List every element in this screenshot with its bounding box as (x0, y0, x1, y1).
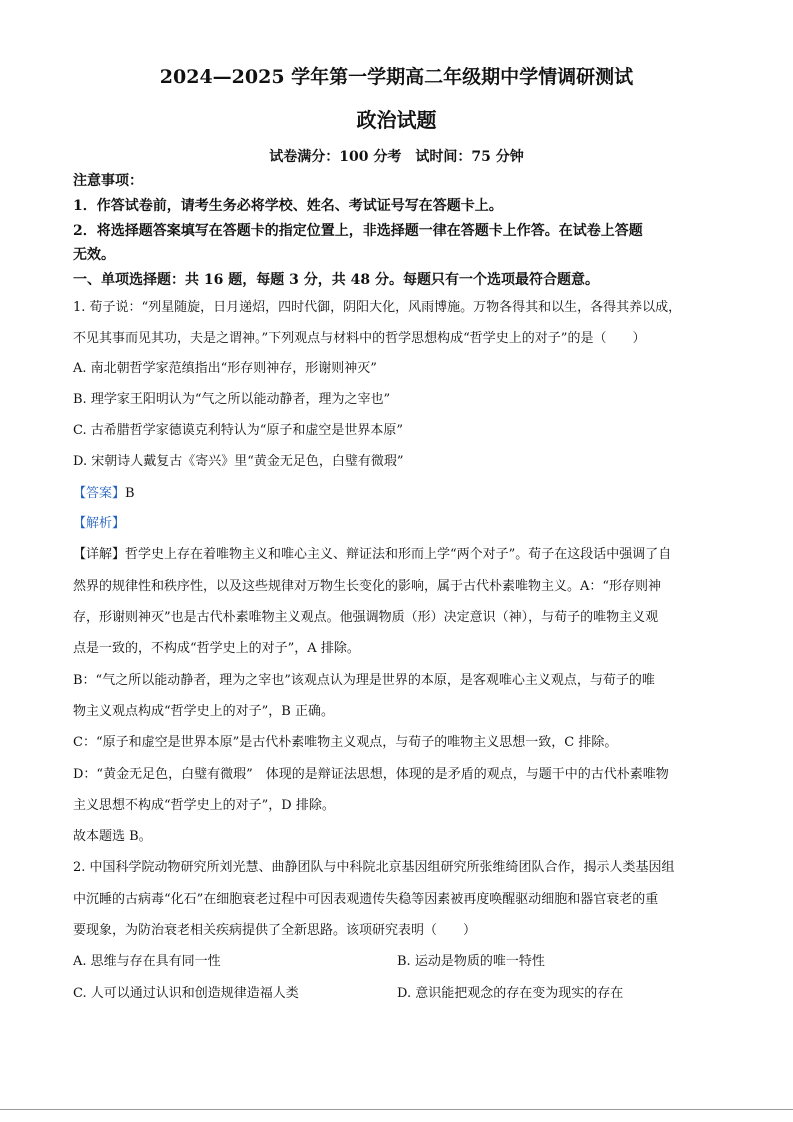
q2-option-b: B. 运动是物质的唯一特性 (397, 954, 545, 969)
q1-detail-line-7: C：“原子和虚空是世界本原”是古代朴素唯物主义观点，与荀子的唯物主义思想一致，C 排除。 (73, 735, 618, 750)
notes-heading: 注意事项： (73, 173, 143, 189)
notes-item-1: 1．作答试卷前，请考生务必将学校、姓名、考试证号写在答题卡上。 (73, 198, 503, 214)
analysis-label: 【解析】 (73, 516, 126, 531)
q1-conclusion: 故本题选 B。 (73, 829, 152, 844)
exam-info: 试卷满分：100 分考 试时间：75 分钟 (269, 149, 524, 165)
q1-detail-line-9: 主义思想不构成“哲学史上的对子”，D 排除。 (73, 798, 335, 813)
q1-detail-line-3: 存，形谢则神灭”也是古代朴素唯物主义观点。他强调物质（形）决定意识（神），与荀子的唯物主义观 (73, 610, 659, 625)
answer-label: 【答案】 (73, 486, 126, 501)
q2-option-a: A. 思维与存在具有同一性 (73, 954, 221, 969)
q2-stem-line-3: 要现象，为防治衰老相关疾病提供了全新思路。该项研究表明（ ） (73, 923, 477, 938)
section-1-heading: 一、单项选择题：共 16 题，每题 3 分，共 48 分。每题只有一个选项最符合题意。 (73, 272, 599, 288)
notes-item-2-line-2: 无效。 (73, 247, 115, 263)
q1-option-c: C. 古希腊哲学家德谟克利特认为“原子和虚空是世界本原” (73, 423, 404, 438)
q1-option-a: A. 南北朝哲学家范缜指出“形存则神存，形谢则神灭” (73, 361, 377, 376)
q1-stem-line-2: 不见其事而见其功，夫是之谓神。”下列观点与材料中的哲学思想构成“哲学史上的对子”的是（ ） (73, 331, 646, 346)
q2-option-c: C. 人可以通过认识和创造规律造福人类 (73, 986, 299, 1001)
answer-value: B (125, 486, 135, 501)
q1-detail-line-5: B：“气之所以能动静者，理为之宰也”该观点认为理是世界的本原，是客观唯心主义观点，与荀子的唯 (73, 673, 655, 688)
q1-detail-line-1: 【详解】哲学史上存在着唯物主义和唯心主义、辩证法和形而上学“两个对子”。荀子在这段话中强调了自 (73, 547, 672, 562)
subject-title: 政治试题 (356, 108, 437, 132)
q2-stem-line-1: 2. 中国科学院动物研究所刘光慧、曲静团队与中科院北京基因组研究所张维绮团队合作，揭示人类基因组 (73, 860, 675, 875)
q1-detail-line-6: 物主义观点构成“哲学史上的对子”，B 正确。 (73, 704, 334, 719)
q1-stem-line-1: 1. 荀子说：“列星随旋，日月递炤，四时代御，阴阳大化，风雨博施。万物各得其和以生，各得其养以成， (73, 300, 682, 315)
q1-detail-line-4: 点是一致的，不构成“哲学史上的对子”，A 排除。 (73, 641, 360, 656)
q1-option-d: D. 宋朝诗人戴复古《寄兴》里“黄金无足色，白璧有微瑕” (73, 454, 404, 469)
page-bottom-rule (0, 1109, 793, 1110)
q1-detail-line-2: 然界的规律性和秩序性，以及这些规律对万物生长变化的影响，属于古代朴素唯物主义。A：“形存则神 (73, 579, 662, 594)
q1-answer (73, 485, 721, 503)
q1-detail-line-8: D：“黄金无足色，白璧有微瑕” 体现的是辩证法思想，体现的是矛盾的观点，与题干中的古代朴素唯物 (73, 767, 669, 782)
q2-stem-line-2: 中沉睡的古病毒“化石”在细胞衰老过程中可因表观遗传失稳等因素被再度唤醒驱动细胞和器官衰老的重 (73, 892, 659, 907)
notes-item-2-line-1: 2．将选择题答案填写在答题卡的指定位置上，非选择题一律在答题卡上作答。在试卷上答题 (73, 223, 643, 239)
exam-title: 2024—2025 学年第一学期高二年级期中学情调研测试 (159, 66, 634, 88)
q2-option-d: D. 意识能把观念的存在变为现实的存在 (397, 986, 624, 1001)
q1-option-b: B. 理学家王阳明认为“气之所以能动静者，理为之宰也” (73, 392, 391, 407)
